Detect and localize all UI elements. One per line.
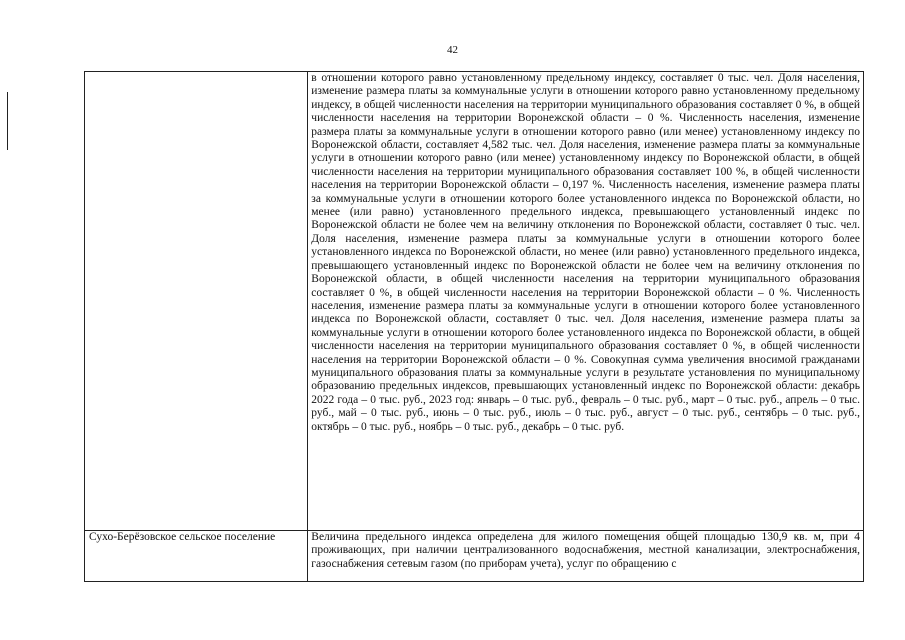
municipality-cell [85, 72, 308, 531]
table-row [85, 531, 864, 582]
table-row [85, 72, 864, 531]
document-table [84, 71, 864, 582]
description-text: Величина предельного индекса определена для жилого помещения общей площадью 130,9 кв. м, при 4 проживающих, при наличии централизованного водоснабжения, местной канализации, электроснабжения, газоснабжения сетевым газом (по приборам учета), услуг по обращению с [311, 531, 860, 570]
description-cell [308, 531, 864, 582]
description-text: в отношении которого равно установленному предельному индексу, составляет 0 тыс. чел. Доля населения, изменение размера платы за коммунальные услуги в отношении которого равно установленному предельному индексу, в общей численности населения на территории муниципального образования составляет 0 %, в общей численности населения на территории Воронежской области – 0 %. Численность населения, изменение размера платы за коммунальные услуги в отношении которого равно (или менее) установленному индексу по Воронежской области, составляет 4,582 тыс. чел. Доля населения, изменение размера платы за коммунальные услуги в отношении которого равно (или менее) установленному индексу по Воронежской области, в общей численности населения на территории муниципального образования составляет 100 %, в общей численности населения на территории Воронежской области – 0,197 %. Численность населения, изменение размера платы за коммунальные услуги в отношении которого более установленного индекса по Воронежской области, но менее (или равно) установленного предельного индекса, превышающего установленный индекс по Воронежской области не более чем на величину отклонения по Воронежской области, составляет 0 тыс. чел. Доля населения, изменение размера платы за коммунальные услуги в отношении которого более установленного индекса по Воронежской области, но менее (или равно) установленного предельного индекса, превышающего установленный индекс по Воронежской области не более чем на величину отклонения по Воронежской области, в общей численности населения на территории муниципального образования составляет 0 %, в общей численности населения на территории Воронежской области – 0 %. Численность населения, изменение размера платы за коммунальные услуги в отношении которого более установленного индекса по Воронежской области, составляет 0 тыс. чел. Доля населения, изменение размера платы за коммунальные услуги в отношении которого более установленного индекса по Воронежской области, в общей численности населения на территории муниципального образования составляет 0 %, в общей численности населения на территории Воронежской области – 0 %. Совокупная сумма увеличения вносимой гражданами муниципального образования платы за коммунальные услуги в результате установления по муниципальному образованию предельных индексов, превышающих установленный индекс по Воронежской области: декабрь 2022 года – 0 тыс. руб., 2023 год: январь – 0 тыс. руб., февраль – 0 тыс. руб., март – 0 тыс. руб., апрель – 0 тыс. руб., май – 0 тыс. руб., июнь – 0 тыс. руб., июль – 0 тыс. руб., август – 0 тыс. руб., сентябрь – 0 тыс. руб., октябрь – 0 тыс. руб., ноябрь – 0 тыс. руб., декабрь – 0 тыс. руб. [311, 72, 860, 433]
description-cell [308, 72, 864, 531]
page-number: 42 [447, 44, 458, 56]
municipality-cell [85, 531, 308, 582]
margin-mark [7, 92, 8, 150]
municipality-name: Сухо-Берёзовское сельское поселение [89, 531, 276, 543]
